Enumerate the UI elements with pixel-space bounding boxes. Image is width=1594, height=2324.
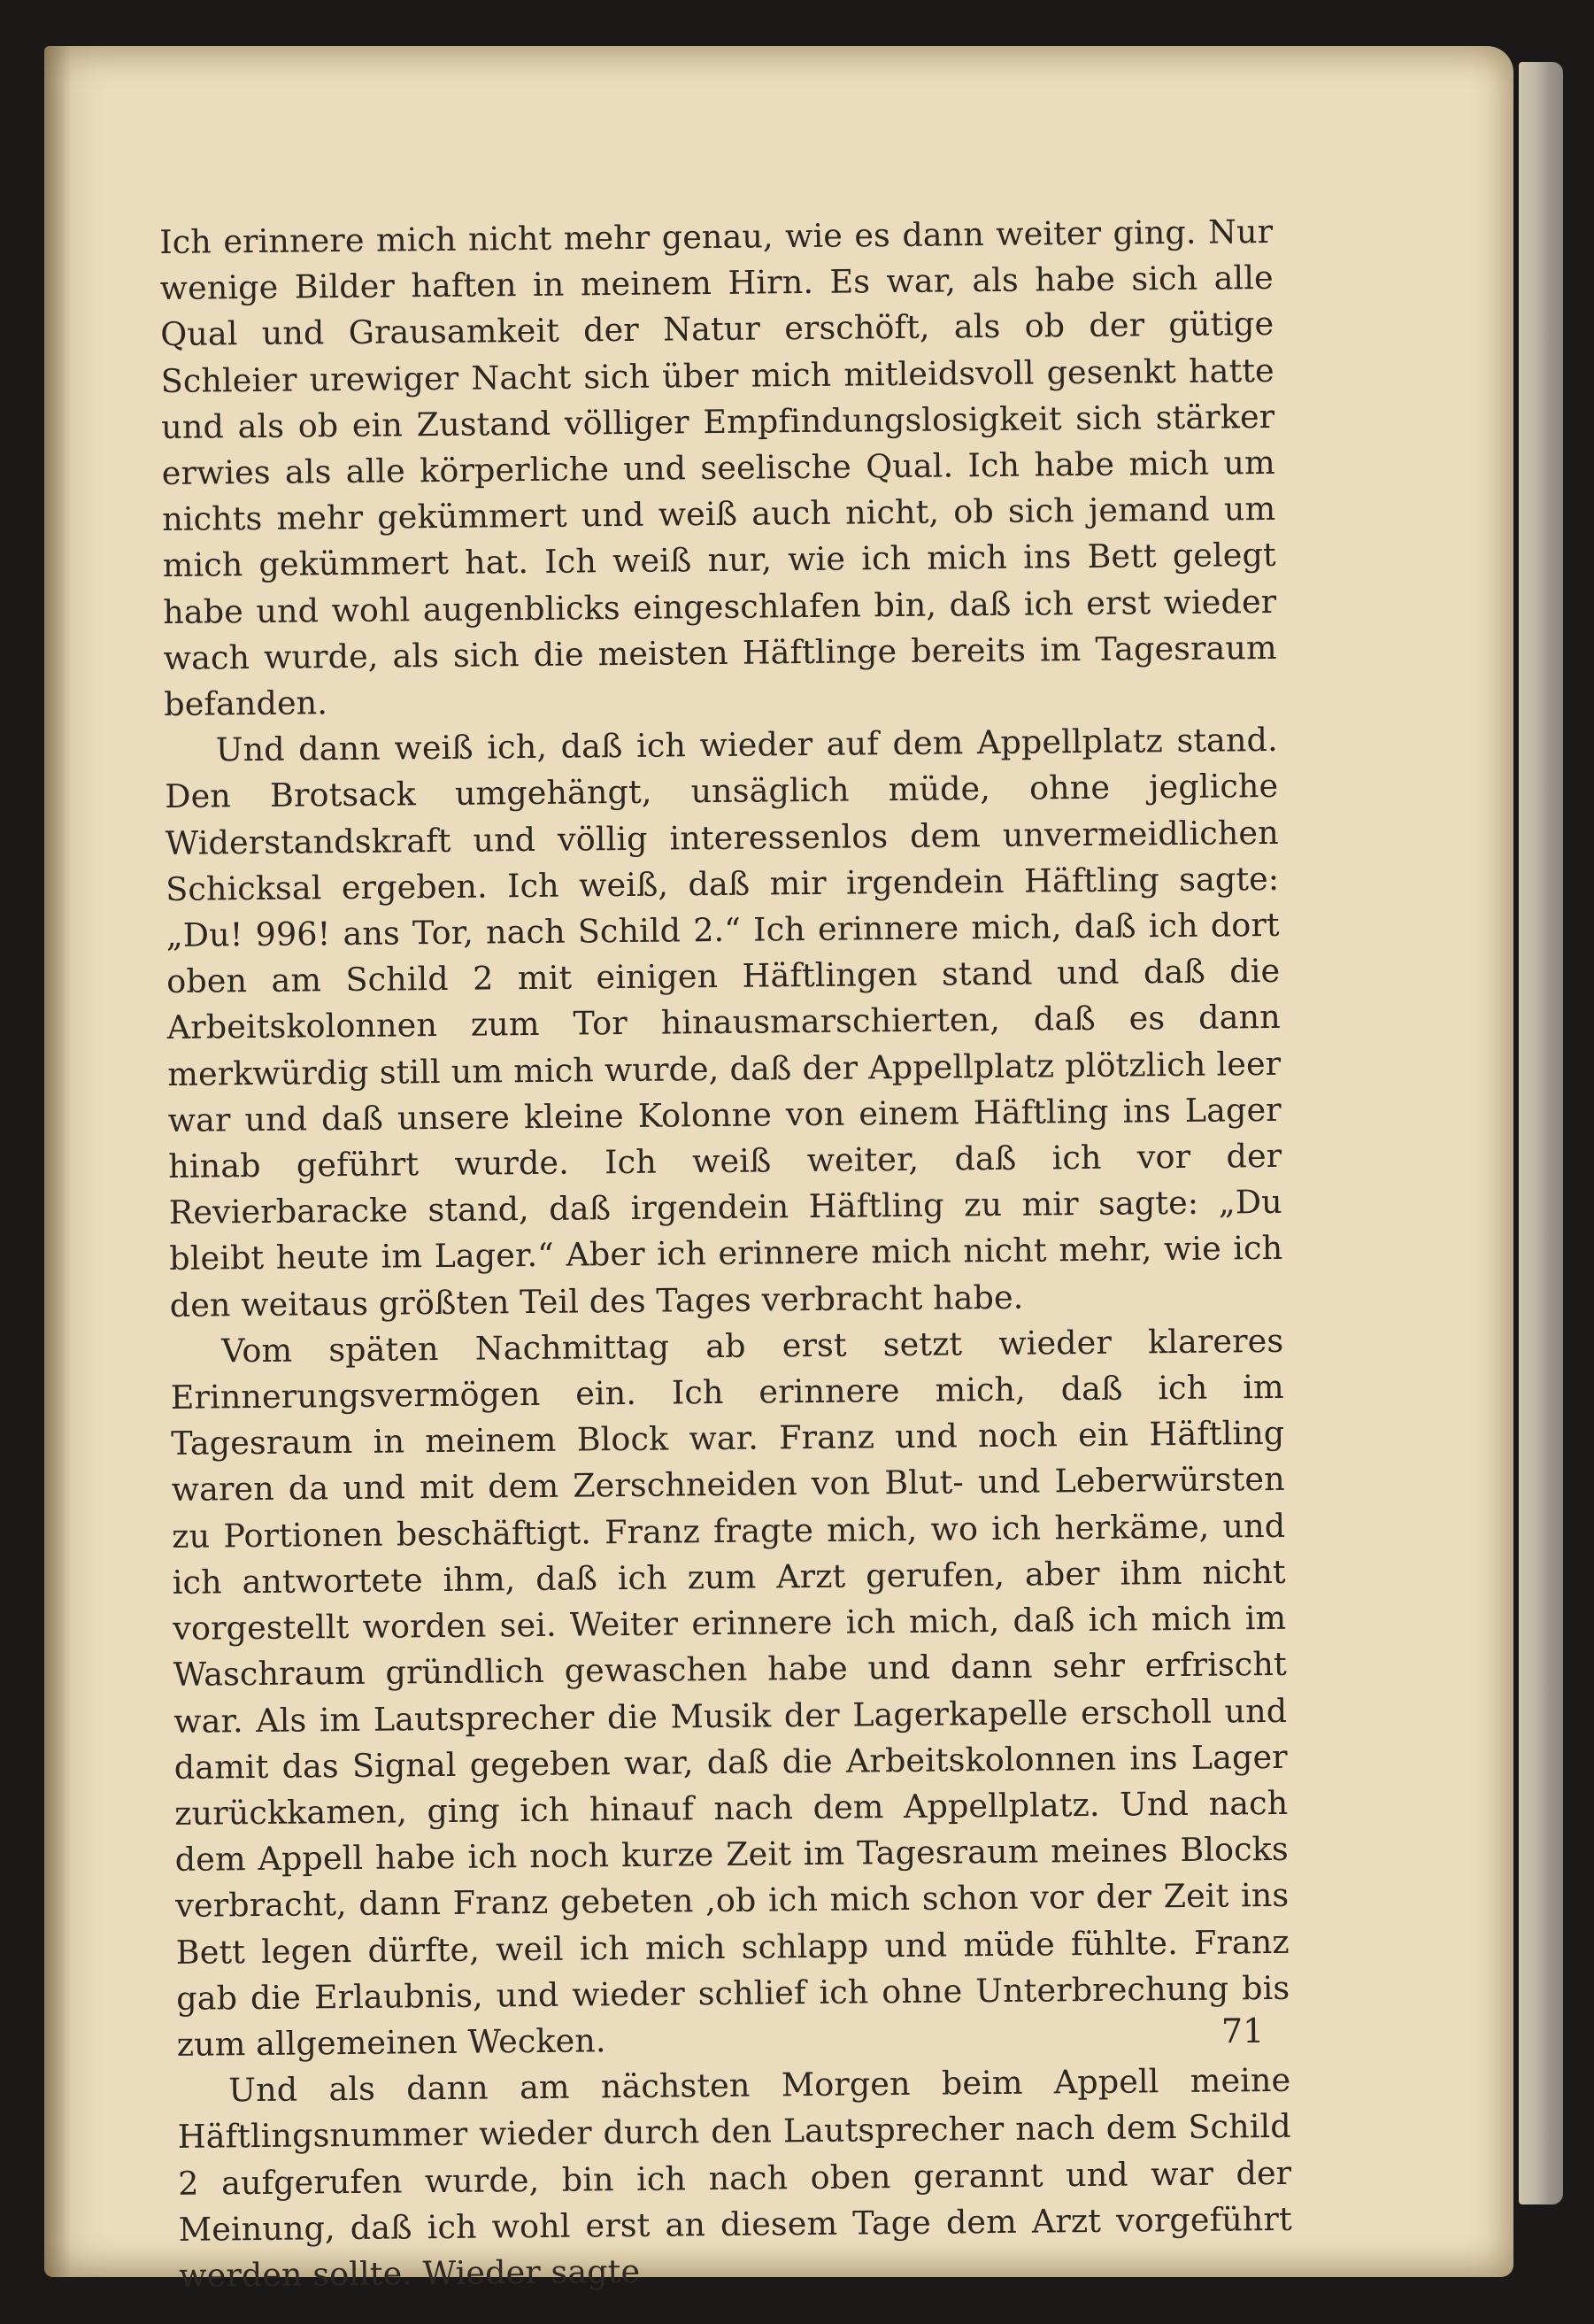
paragraph-3: Vom späten Nachmittag ab erst setzt wieder klareres Erinnerungsvermögen ein. Ich erinnere mich, daß ich im Tagesraum in meinem Block war. Franz und noch ein Häftling waren da und mit dem Zerschneiden von Blut- und Leberwürsten zu Portionen beschäftigt. Franz fragte mich, wo ich herkäme, und ich antwortete ihm, daß ich zum Arzt gerufen, aber ihm nicht vorgestellt worden sei. Weiter erinnere ich mich, daß ich mich im Waschraum gründlich gewaschen habe und dann sehr erfrischt war. Als im Lautsprecher die Musik der Lagerkapelle erscholl und damit das Signal gegeben war, daß die Arbeitskolonnen ins Lager zurückkamen, ging ich hinauf nach dem Appellplatz. Und nach dem Appell habe ich noch kurze Zeit im Tagesraum meines Blocks verbracht, dann Franz gebeten ,ob ich mich schon vor der Zeit ins Bett legen dürfte, weil ich mich schlapp und müde fühlte. Franz gab die Erlaubnis, und wieder schlief ich ohne Unterbrechung bis zum allgemeinen Wecken.	[170, 1321, 1290, 2064]
body-text	[159, 209, 1292, 2299]
paragraph-2: Und dann weiß ich, daß ich wieder auf dem Appellplatz stand. Den Brotsack umgehängt, unsäglich müde, ohne jegliche Widerstandskraft und völlig interessenlos dem unvermeidlichen Schicksal ergeben. Ich weiß, daß mir irgendein Häftling sagte: „Du! 996! ans Tor, nach Schild 2.“ Ich erinnere mich, daß ich dort oben am Schild 2 mit einigen Häftlingen stand und daß die Arbeitskolonnen zum Tor hinausmarschierten, daß es dann merkwürdig still um mich wurde, daß der Appellplatz plötzlich leer war und daß unsere kleine Kolonne von einem Häftling ins Lager hinab geführt wurde. Ich weiß weiter, daß ich vor der Revierbaracke stand, daß irgendein Häftling zu mir sagte: „Du bleibt heute im Lager.“ Aber ich erinnere mich nicht mehr, wie ich den weitaus größten Teil des Tages verbracht habe.	[165, 721, 1283, 1324]
paragraph-4: Und als dann am nächsten Morgen beim Appell meine Häftlingsnummer wieder durch den Lautsprecher nach dem Schild 2 aufgerufen wurde, bin ich nach oben gerannt und war der Meinung, daß ich wohl erst an diesem Tage dem Arzt vorgeführt werden sollte. Wieder sagte	[177, 2060, 1292, 2295]
spine-shadow	[44, 46, 71, 2277]
paragraph-1: Ich erinnere mich nicht mehr genau, wie es dann weiter ging. Nur wenige Bilder haften in meinem Hirn. Es war, als habe sich alle Qual und Grausamkeit der Natur erschöft, als ob der gütige Schleier urewiger Nacht sich über mich mitleidsvoll gesenkt hatte und als ob ein Zustand völliger Empfindungslosigkeit sich stärker erwies als alle körperliche und seelische Qual. Ich habe mich um nichts mehr gekümmert und weiß auch nicht, ob sich jemand um mich gekümmert hat. Ich weiß nur, wie ich mich ins Bett gelegt habe und wohl augenblicks eingeschlafen bin, daß ich erst wieder wach wurde, als sich die meisten Häftlinge bereits im Tagesraum befanden.	[159, 212, 1277, 724]
page-edge-stack	[1519, 62, 1563, 2204]
page-number: 71	[1221, 2011, 1265, 2051]
